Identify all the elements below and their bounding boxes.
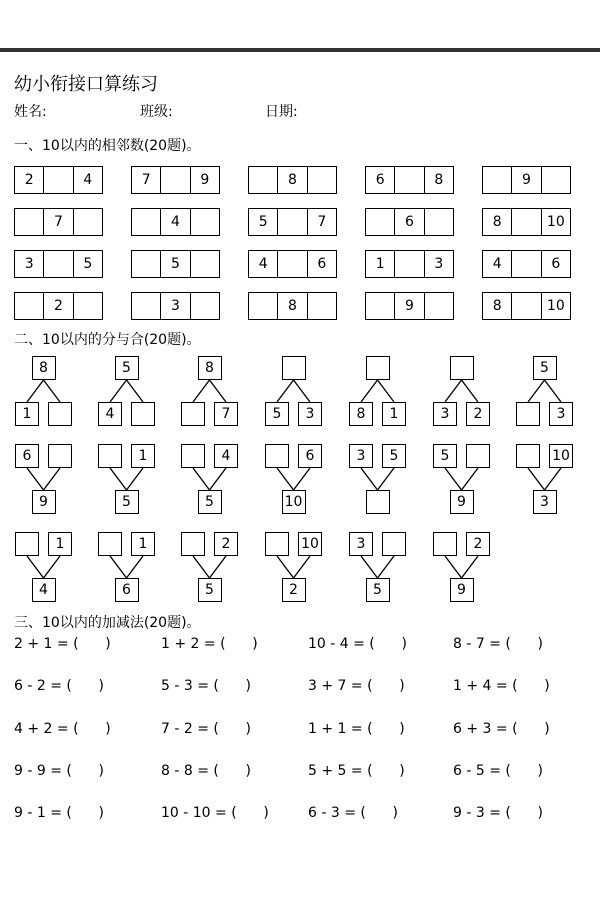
answer-cell[interactable] xyxy=(249,293,277,319)
bond-line xyxy=(378,556,395,578)
bond-number-box: 1 xyxy=(382,402,406,426)
bond-answer-box[interactable] xyxy=(282,356,306,380)
number-cell: 4 xyxy=(258,256,268,272)
bond-answer-box[interactable] xyxy=(366,356,390,380)
bond-number-box: 3 xyxy=(298,402,322,426)
number-cell: 3 xyxy=(160,293,189,319)
answer-cell[interactable] xyxy=(160,167,189,193)
equation[interactable]: 2 + 1 = ( ) xyxy=(14,636,111,652)
number-cell: 8 xyxy=(277,293,306,319)
number-cell: 9 xyxy=(190,167,219,193)
neighbor-box xyxy=(365,250,454,278)
bond-line xyxy=(44,380,61,402)
bond-line xyxy=(193,556,210,578)
number-cell: 9 xyxy=(394,293,423,319)
bond-answer-box[interactable] xyxy=(516,402,540,426)
answer-cell[interactable] xyxy=(277,251,306,277)
bond-line xyxy=(127,380,144,402)
answer-cell[interactable] xyxy=(541,167,570,193)
bond-line xyxy=(545,468,562,490)
number-cell: 1 xyxy=(375,256,385,272)
number-cell: 4 xyxy=(160,209,189,235)
bond-answer-box[interactable] xyxy=(48,444,72,468)
equation[interactable]: 10 - 4 = ( ) xyxy=(308,636,407,652)
bond-line xyxy=(294,556,311,578)
answer-cell[interactable] xyxy=(394,167,423,193)
bond-line xyxy=(528,380,545,402)
bond-number-box: 4 xyxy=(214,444,238,468)
answer-cell[interactable] xyxy=(132,251,160,277)
equation[interactable]: 5 + 5 = ( ) xyxy=(308,763,405,779)
bond-line xyxy=(110,468,127,490)
number-cell: 7 xyxy=(141,172,151,188)
bond-line xyxy=(361,380,378,402)
bond-number-box: 8 xyxy=(349,402,373,426)
answer-cell[interactable] xyxy=(190,209,219,235)
date-label: 日期: xyxy=(265,104,298,120)
answer-cell[interactable] xyxy=(511,251,540,277)
bond-number-box: 6 xyxy=(115,578,139,602)
answer-cell[interactable] xyxy=(307,293,336,319)
bond-line xyxy=(193,468,210,490)
answer-cell[interactable] xyxy=(132,293,160,319)
bond-line xyxy=(127,556,144,578)
equation[interactable]: 7 - 2 = ( ) xyxy=(161,721,252,737)
answer-cell[interactable] xyxy=(15,209,43,235)
bond-number-box: 7 xyxy=(214,402,238,426)
bond-answer-box[interactable] xyxy=(48,402,72,426)
neighbor-box xyxy=(482,292,571,320)
bond-number-box: 5 xyxy=(198,578,222,602)
bond-answer-box[interactable] xyxy=(466,444,490,468)
bond-line xyxy=(27,556,44,578)
bond-line xyxy=(294,468,311,490)
equation[interactable]: 5 - 3 = ( ) xyxy=(161,678,252,694)
bond-answer-box[interactable] xyxy=(450,356,474,380)
equation[interactable]: 6 - 3 = ( ) xyxy=(308,805,399,821)
bond-answer-box[interactable] xyxy=(98,532,122,556)
equation[interactable]: 1 + 2 = ( ) xyxy=(161,636,258,652)
bond-answer-box[interactable] xyxy=(516,444,540,468)
bond-answer-box[interactable] xyxy=(366,490,390,514)
bond-number-box: 2 xyxy=(466,532,490,556)
class-label: 班级: xyxy=(140,104,173,120)
bond-number-box: 5 xyxy=(433,444,457,468)
bond-number-box: 5 xyxy=(382,444,406,468)
bond-number-box: 5 xyxy=(115,356,139,380)
answer-cell[interactable] xyxy=(424,293,453,319)
number-cell: 6 xyxy=(375,172,385,188)
equation[interactable]: 9 - 9 = ( ) xyxy=(14,763,105,779)
neighbor-box xyxy=(131,166,220,194)
section2-title: 二、10以内的分与合(20题)。 xyxy=(14,332,201,348)
neighbor-box xyxy=(14,166,103,194)
bond-number-box: 3 xyxy=(349,532,373,556)
answer-cell[interactable] xyxy=(424,209,453,235)
bond-line xyxy=(110,380,127,402)
bond-line xyxy=(210,380,227,402)
equation[interactable]: 6 - 2 = ( ) xyxy=(14,678,105,694)
bond-line xyxy=(210,556,227,578)
number-cell: 2 xyxy=(43,293,72,319)
neighbor-box xyxy=(248,292,337,320)
answer-cell[interactable] xyxy=(394,251,423,277)
bond-answer-box[interactable] xyxy=(181,532,205,556)
neighbor-box xyxy=(14,250,103,278)
equation[interactable]: 8 - 8 = ( ) xyxy=(161,763,252,779)
number-cell: 4 xyxy=(492,256,502,272)
bond-line xyxy=(462,468,479,490)
bond-number-box: 2 xyxy=(282,578,306,602)
equation[interactable]: 9 - 3 = ( ) xyxy=(453,805,544,821)
bond-answer-box[interactable] xyxy=(98,444,122,468)
number-cell: 5 xyxy=(73,251,102,277)
bond-line xyxy=(462,556,479,578)
answer-cell[interactable] xyxy=(190,251,219,277)
bond-number-box: 3 xyxy=(349,444,373,468)
top-border xyxy=(0,48,600,52)
bond-number-box: 10 xyxy=(549,444,573,468)
bond-number-box: 10 xyxy=(298,532,322,556)
bond-number-box: 3 xyxy=(533,490,557,514)
section3-title: 三、10以内的加减法(20题)。 xyxy=(14,615,201,631)
bond-line xyxy=(294,380,311,402)
number-cell: 3 xyxy=(424,251,453,277)
equation[interactable]: 8 - 7 = ( ) xyxy=(453,636,544,652)
neighbor-box xyxy=(482,166,571,194)
number-cell: 8 xyxy=(492,298,502,314)
bond-number-box: 6 xyxy=(15,444,39,468)
bond-line xyxy=(44,468,61,490)
bond-number-box: 1 xyxy=(48,532,72,556)
answer-cell[interactable] xyxy=(190,293,219,319)
bond-number-box: 1 xyxy=(131,444,155,468)
answer-cell[interactable] xyxy=(73,209,102,235)
bond-number-box: 2 xyxy=(466,402,490,426)
bond-number-box: 1 xyxy=(131,532,155,556)
bond-line xyxy=(462,380,479,402)
number-cell: 6 xyxy=(541,251,570,277)
answer-cell[interactable] xyxy=(483,167,511,193)
bond-number-box: 5 xyxy=(265,402,289,426)
answer-cell[interactable] xyxy=(73,293,102,319)
bond-line xyxy=(127,468,144,490)
bond-number-box: 9 xyxy=(32,490,56,514)
equation[interactable]: 4 + 2 = ( ) xyxy=(14,721,111,737)
answer-cell[interactable] xyxy=(307,167,336,193)
answer-cell[interactable] xyxy=(366,293,394,319)
bond-line xyxy=(445,380,462,402)
bond-line xyxy=(27,468,44,490)
neighbor-box xyxy=(365,166,454,194)
number-cell: 4 xyxy=(73,167,102,193)
bond-line xyxy=(44,556,61,578)
number-cell: 2 xyxy=(24,172,34,188)
neighbor-box xyxy=(131,292,220,320)
number-cell: 7 xyxy=(43,209,72,235)
bond-line xyxy=(193,380,210,402)
number-cell: 5 xyxy=(258,214,268,230)
bond-line xyxy=(545,380,562,402)
section1-title: 一、10以内的相邻数(20题)。 xyxy=(14,138,201,154)
number-cell: 5 xyxy=(160,251,189,277)
bond-number-box: 5 xyxy=(366,578,390,602)
bond-line xyxy=(378,380,395,402)
bond-answer-box[interactable] xyxy=(265,532,289,556)
bond-number-box: 2 xyxy=(214,532,238,556)
bond-answer-box[interactable] xyxy=(382,532,406,556)
neighbor-box xyxy=(482,208,571,236)
bond-line xyxy=(277,556,294,578)
bond-line xyxy=(277,380,294,402)
number-cell: 7 xyxy=(307,209,336,235)
bond-line xyxy=(277,468,294,490)
neighbor-box xyxy=(365,208,454,236)
bond-number-box: 5 xyxy=(533,356,557,380)
bond-line xyxy=(378,468,395,490)
name-label: 姓名: xyxy=(14,104,47,120)
answer-cell[interactable] xyxy=(366,209,394,235)
answer-cell[interactable] xyxy=(132,209,160,235)
number-cell: 8 xyxy=(492,214,502,230)
number-cell: 8 xyxy=(277,167,306,193)
bond-number-box: 1 xyxy=(15,402,39,426)
bond-line xyxy=(210,468,227,490)
bond-number-box: 4 xyxy=(98,402,122,426)
answer-cell[interactable] xyxy=(249,167,277,193)
bond-answer-box[interactable] xyxy=(265,444,289,468)
neighbor-box xyxy=(14,208,103,236)
bond-line xyxy=(27,380,44,402)
equation[interactable]: 10 - 10 = ( ) xyxy=(161,805,269,821)
bond-number-box: 10 xyxy=(282,490,306,514)
neighbor-box xyxy=(131,250,220,278)
answer-cell[interactable] xyxy=(43,251,72,277)
bond-line xyxy=(361,468,378,490)
page-title: 幼小衔接口算练习 xyxy=(14,74,158,95)
bond-answer-box[interactable] xyxy=(15,532,39,556)
bond-number-box: 5 xyxy=(198,490,222,514)
neighbor-box xyxy=(248,250,337,278)
answer-cell[interactable] xyxy=(43,167,72,193)
bond-number-box: 3 xyxy=(433,402,457,426)
bond-answer-box[interactable] xyxy=(181,444,205,468)
bond-line xyxy=(361,556,378,578)
bond-number-box: 9 xyxy=(450,578,474,602)
answer-cell[interactable] xyxy=(15,293,43,319)
bond-number-box: 3 xyxy=(549,402,573,426)
number-cell: 8 xyxy=(424,167,453,193)
answer-cell[interactable] xyxy=(511,293,540,319)
bond-number-box: 8 xyxy=(198,356,222,380)
bond-number-box: 6 xyxy=(298,444,322,468)
bond-line xyxy=(110,556,127,578)
number-cell: 3 xyxy=(24,256,34,272)
bond-answer-box[interactable] xyxy=(433,532,457,556)
bond-number-box: 4 xyxy=(32,578,56,602)
neighbor-box xyxy=(248,166,337,194)
bond-number-box: 8 xyxy=(32,356,56,380)
bond-number-box: 9 xyxy=(450,490,474,514)
neighbor-box xyxy=(482,250,571,278)
equation[interactable]: 6 + 3 = ( ) xyxy=(453,721,550,737)
equation[interactable]: 1 + 1 = ( ) xyxy=(308,721,405,737)
bond-line xyxy=(445,468,462,490)
neighbor-box xyxy=(131,208,220,236)
number-cell: 9 xyxy=(511,167,540,193)
bond-answer-box[interactable] xyxy=(181,402,205,426)
answer-cell[interactable] xyxy=(277,209,306,235)
neighbor-box xyxy=(248,208,337,236)
neighbor-box xyxy=(14,292,103,320)
bond-answer-box[interactable] xyxy=(131,402,155,426)
equation[interactable]: 9 - 1 = ( ) xyxy=(14,805,105,821)
equation[interactable]: 6 - 5 = ( ) xyxy=(453,763,544,779)
answer-cell[interactable] xyxy=(511,209,540,235)
number-cell: 10 xyxy=(541,293,570,319)
neighbor-box xyxy=(365,292,454,320)
number-cell: 10 xyxy=(541,209,570,235)
number-cell: 6 xyxy=(307,251,336,277)
bond-number-box: 5 xyxy=(115,490,139,514)
equation[interactable]: 1 + 4 = ( ) xyxy=(453,678,550,694)
number-cell: 6 xyxy=(394,209,423,235)
bond-line xyxy=(445,556,462,578)
equation[interactable]: 3 + 7 = ( ) xyxy=(308,678,405,694)
bond-line xyxy=(528,468,545,490)
